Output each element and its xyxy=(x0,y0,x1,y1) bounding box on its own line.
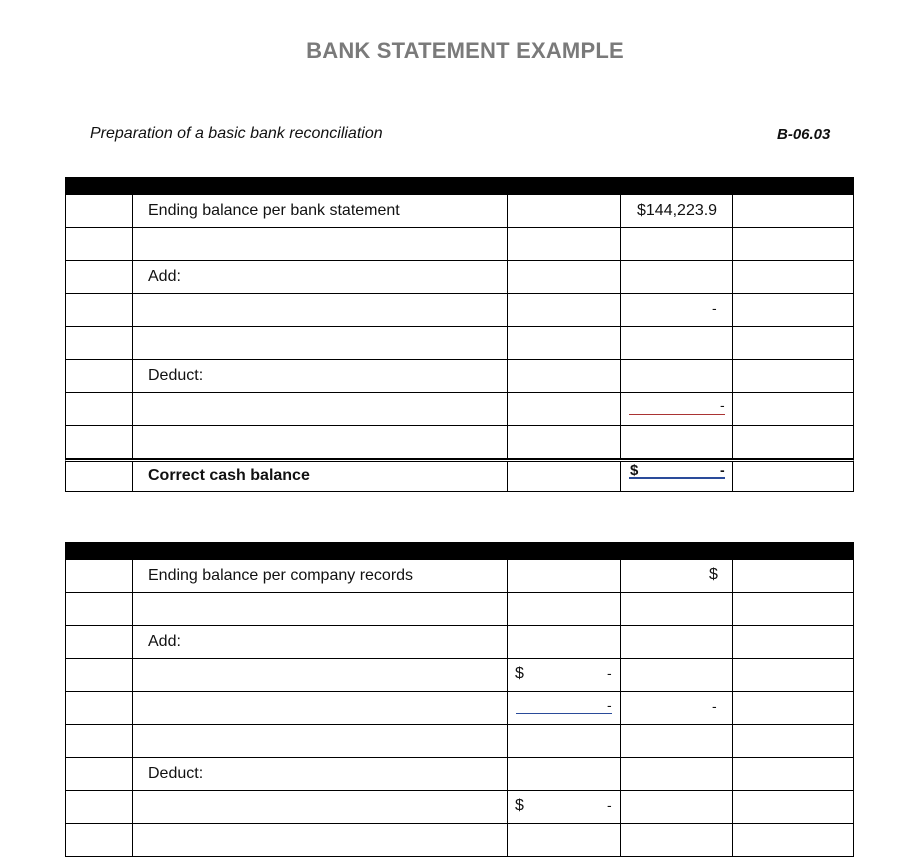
ending-balance-company-currency: $ xyxy=(709,566,718,583)
add-label: Add: xyxy=(148,268,181,285)
deduct-label: Deduct: xyxy=(148,765,204,782)
add-label: Add: xyxy=(148,633,181,650)
table-row xyxy=(65,228,854,261)
table-row-total xyxy=(65,459,854,492)
table-row xyxy=(65,327,854,360)
header-bar xyxy=(65,177,854,195)
table-row xyxy=(65,758,854,791)
double-underline xyxy=(629,477,725,479)
correct-cash-balance-label: Correct cash balance xyxy=(148,467,310,484)
table-row xyxy=(65,294,854,327)
table-row xyxy=(65,626,854,659)
table-row xyxy=(65,593,854,626)
table-row xyxy=(65,261,854,294)
table-row xyxy=(65,360,854,393)
add-total-value: - xyxy=(712,698,717,714)
correct-cash-value: - xyxy=(720,462,725,478)
table-row xyxy=(65,791,854,824)
underline xyxy=(516,713,612,714)
table-row xyxy=(65,725,854,758)
add-item-value: - xyxy=(607,665,612,681)
underline xyxy=(629,414,725,415)
table-row xyxy=(65,560,854,593)
header-bar xyxy=(65,542,854,560)
deduct-label: Deduct: xyxy=(148,367,204,384)
deduct-value: - xyxy=(720,397,725,413)
table-row xyxy=(65,692,854,725)
table-row xyxy=(65,393,854,426)
add-item-value: - xyxy=(607,697,612,713)
ending-balance-bank-label: Ending balance per bank statement xyxy=(148,202,400,219)
add-currency: $ xyxy=(515,665,524,682)
deduct-item-value: - xyxy=(607,797,612,813)
ending-balance-company-label: Ending balance per company records xyxy=(148,567,414,584)
add-value: - xyxy=(712,300,717,316)
correct-cash-currency: $ xyxy=(630,462,639,479)
table-row xyxy=(65,824,854,857)
table-row xyxy=(65,659,854,692)
document-code: B-06.03 xyxy=(777,126,831,143)
table-row xyxy=(65,426,854,459)
subtitle: Preparation of a basic bank reconciliation xyxy=(90,125,383,142)
table-row xyxy=(65,195,854,228)
page-title: BANK STATEMENT EXAMPLE xyxy=(306,38,624,63)
ending-balance-bank-value: $144,223.9 xyxy=(637,202,718,219)
deduct-currency: $ xyxy=(515,797,524,814)
